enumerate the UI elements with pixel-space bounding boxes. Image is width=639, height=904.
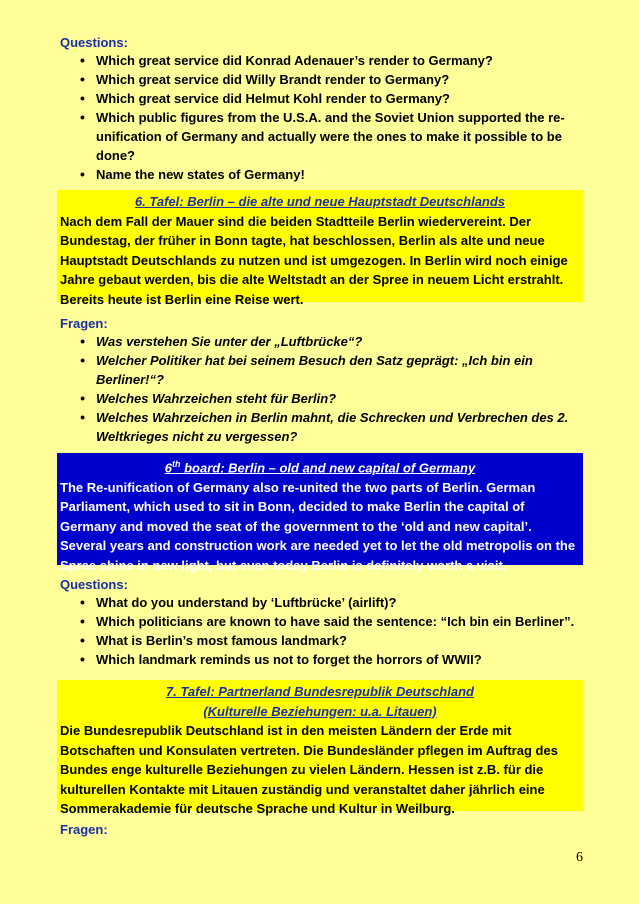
list-item: • What do you understand by ‘Luftbrücke’ (airlift)? [80,593,580,612]
list-item: • Which great service did Willy Brandt render to Germany? [80,70,580,89]
list-item: • Welcher Politiker hat bei seinem Besuch den Satz geprägt: „Ich bin ein Berliner!“? [80,351,580,389]
fragen-list-1 [80,332,580,446]
list-item: • Welches Wahrzeichen in Berlin mahnt, die Schrecken und Verbrechen des 2. Weltkrieges nicht zu vergessen? [80,408,580,446]
list-item: • Which great service did Helmut Kohl render to Germany? [80,89,580,108]
box-body: Nach dem Fall der Mauer sind die beiden Stadtteile Berlin wiedervereint. Der Bundestag, der früher in Bonn tagte, hat beschlossen, Berlin als alte und neue Hauptstadt Deutschlands zu nutzen und ist umgezogen. In Berlin wird noch einige Jahre gebaut werden, bis die alte Weltstadt an der Spree in neuem Licht erstrahlt. Bereits heute ist Berlin eine Reise wert. [60,213,568,307]
info-box-berlin-en [57,453,583,573]
page-number: 6 [576,850,583,865]
questions-list-2 [80,593,580,669]
list-item: • Was verstehen Sie unter der „Luftbrücke“? [80,332,580,351]
list-item: • Which public figures from the U.S.A. and the Soviet Union supported the re-unification of Germany and actually were the ones to make it possible to be done? [80,108,580,165]
questions-heading-2: Questions: [60,577,128,592]
info-box-partnerland [57,680,583,816]
fragen-heading-1: Fragen: [60,316,108,331]
info-box-berlin-de [57,190,583,307]
list-item: • Which politicians are known to have said the sentence: “Ich bin ein Berliner”. [80,612,580,631]
list-item: • Welches Wahrzeichen steht für Berlin? [80,389,580,408]
list-item: • Which great service did Konrad Adenauer’s render to Germany? [80,51,580,70]
box-title: 6. Tafel: Berlin – die alte und neue Hauptstadt Deutschlands [134,194,506,209]
box-body: The Re-unification of Germany also re-united the two parts of Berlin. German Parliament, which used to sit in Bonn, decided to make Berlin the capital of Germany and moved the seat of the government to the ‘old and new capital’. Several years and construction work are needed yet to let the old metropolis on the Spree shine in new light, but even today Berlin is definitely worth a visit. [60,479,576,573]
fragen-heading-2: Fragen: [60,822,108,837]
box-title-line2: (Kulturelle Beziehungen: u.a. Litauen) [203,703,437,719]
box-title: 6th board: Berlin – old and new capital of Germany [164,459,476,476]
questions-heading-1: Questions: [60,35,128,50]
questions-list-1 [80,51,580,184]
list-item: • Name the new states of Germany! [80,165,580,184]
list-item: • What is Berlin’s most famous landmark? [80,631,580,650]
box-body: Die Bundesrepublik Deutschland ist in den meisten Ländern der Erde mit Botschaften und Konsulaten vertreten. Die Bundesländer pflegen im Auftrag des Bundes enge kulturelle Beziehungen zu vielen Ländern. Hessen ist z.B. für die kulturellen Kontakte mit Litauen zuständig und veranstaltet daher jährlich eine Sommerakademie für deutsche Sprache und Kultur in Weilburg. [60,723,558,816]
box-title-line1: 7. Tafel: Partnerland Bundesrepublik Deutschland [166,684,474,699]
list-item: • Which landmark reminds us not to forget the horrors of WWII? [80,650,580,669]
